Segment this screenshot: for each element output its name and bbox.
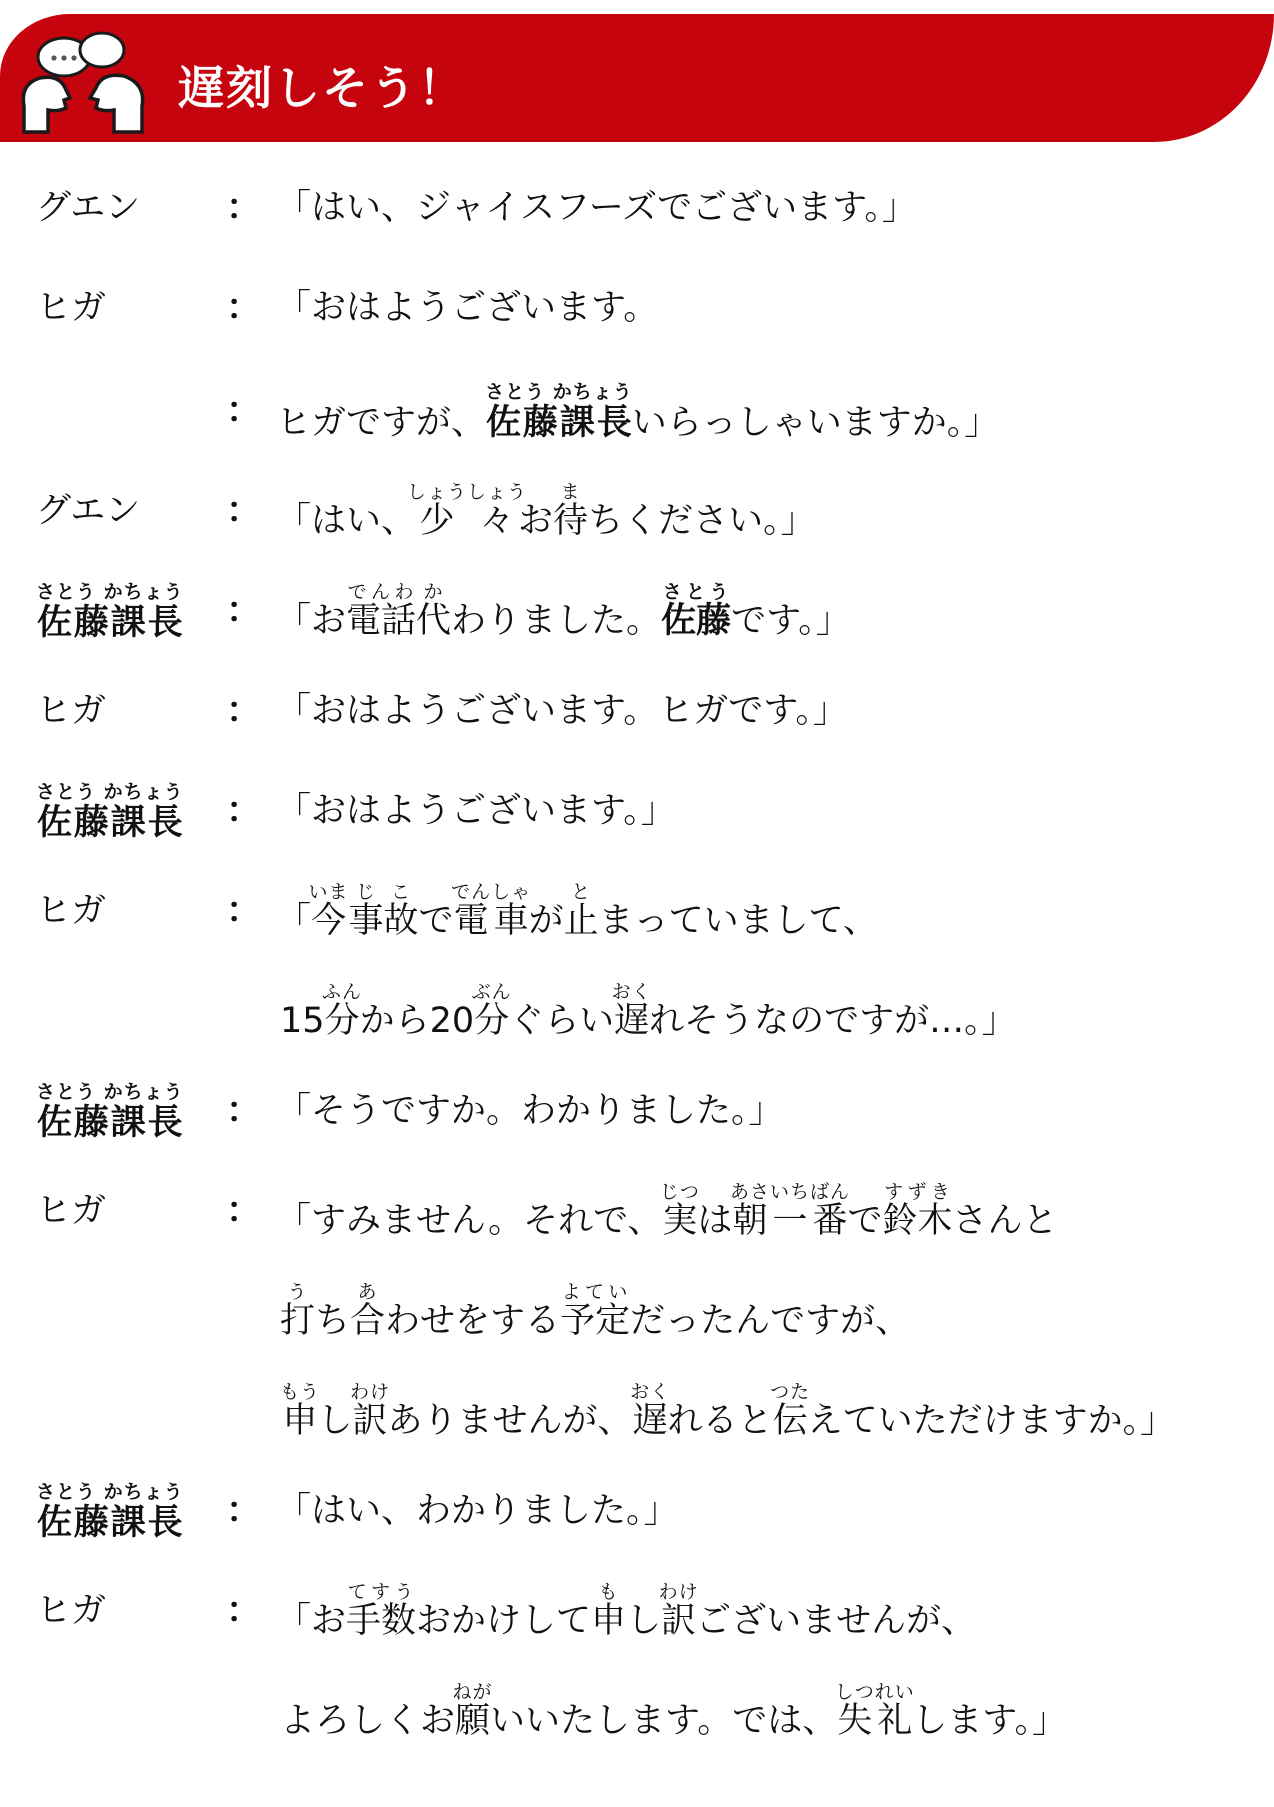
- dialog-text: 「はい、ジャイスフーズでございます。」: [276, 188, 917, 228]
- dialog-text: 「おはようございます。: [276, 288, 659, 328]
- speaker-colon: ：: [226, 1091, 262, 1131]
- dialog-text: 打うち合あわせをする予定よていだったんですが、: [280, 1281, 911, 1341]
- dialog-line: [0, 881, 1274, 941]
- speaker-colon: ：: [226, 1591, 262, 1631]
- dialog-line: [0, 1381, 1274, 1441]
- speaker-name: ヒガ: [36, 1591, 107, 1631]
- speaker-name: 佐藤課長さとう かちょう: [36, 781, 184, 843]
- speaker-name: 佐藤課長さとう かちょう: [36, 1081, 184, 1143]
- dialog-line: [0, 481, 1274, 541]
- dialog-text: ヒガですが、佐藤課長さとう かちょういらっしゃいますか。」: [276, 381, 1000, 443]
- speaker-name: ヒガ: [36, 691, 107, 731]
- speaker-name: グエン: [36, 491, 141, 531]
- dialog-line: [0, 1481, 1274, 1541]
- speaker-name: ヒガ: [36, 288, 107, 328]
- dialog-text: 「お手数てすうおかけして申もし訳わけございませんが、: [276, 1581, 977, 1641]
- speaker-name: ヒガ: [36, 1191, 107, 1231]
- dialog-line: [0, 178, 1274, 238]
- speaker-colon: ：: [226, 791, 262, 831]
- dialog-text: 「はい、わかりました。」: [276, 1491, 679, 1531]
- dialog-text: 「お電話でんわ代かわりました。佐藤さとうです。」: [276, 581, 851, 641]
- dialog-text: 15分ふんから20分ぶんぐらい遅おくれそうなのですが…。」: [280, 981, 1017, 1041]
- dialog-line: [0, 278, 1274, 338]
- dialog-line: [0, 981, 1274, 1041]
- dialog-line: [0, 1081, 1274, 1141]
- speaker-colon: ：: [226, 1491, 262, 1531]
- speaker-colon: ：: [226, 691, 262, 731]
- dialog-line: [0, 681, 1274, 741]
- dialog-line: [0, 781, 1274, 841]
- dialog-line: [0, 381, 1274, 441]
- dialog-line: [0, 1581, 1274, 1641]
- speaker-colon: ：: [226, 591, 262, 631]
- dialog-line: [0, 581, 1274, 641]
- dialog-text: 「はい、少々しょうしょうお待まちください。」: [276, 481, 816, 541]
- speaker-colon: ：: [226, 491, 262, 531]
- dialog-line: [0, 1681, 1274, 1741]
- dialog-text: 申もうし訳わけありませんが、遅おくれると伝つたえていただけますか。」: [280, 1381, 1176, 1441]
- dialog-text: 「今いま事故じこで電車でんしゃが止とまっていまして、: [276, 881, 878, 941]
- speaker-colon: ：: [226, 391, 262, 431]
- dialog-text: 「おはようございます。」: [276, 791, 676, 831]
- speaker-colon: ：: [226, 288, 262, 328]
- dialog-text: よろしくお願ねがいいたします。では、失礼しつれいします。」: [280, 1681, 1067, 1741]
- speaker-name: ヒガ: [36, 891, 107, 931]
- speaker-colon: ：: [226, 891, 262, 931]
- dialog-line: [0, 1181, 1274, 1241]
- speaker-name: 佐藤課長さとう かちょう: [36, 581, 184, 643]
- speaker-name: 佐藤課長さとう かちょう: [36, 1481, 184, 1543]
- speaker-colon: ：: [226, 1191, 262, 1231]
- dialog-text: 「そうですか。わかりました。」: [276, 1091, 784, 1131]
- dialog-text: 「すみません。それで、実じつは朝一番あさいちばんで鈴木すずきさんと: [276, 1181, 1058, 1241]
- page-title: 遅刻しそう！: [178, 61, 466, 115]
- dialog-line: [0, 1281, 1274, 1341]
- speaker-name: グエン: [36, 188, 141, 228]
- dialog-text: 「おはようございます。ヒガです。」: [276, 691, 848, 731]
- speaker-colon: ：: [226, 188, 262, 228]
